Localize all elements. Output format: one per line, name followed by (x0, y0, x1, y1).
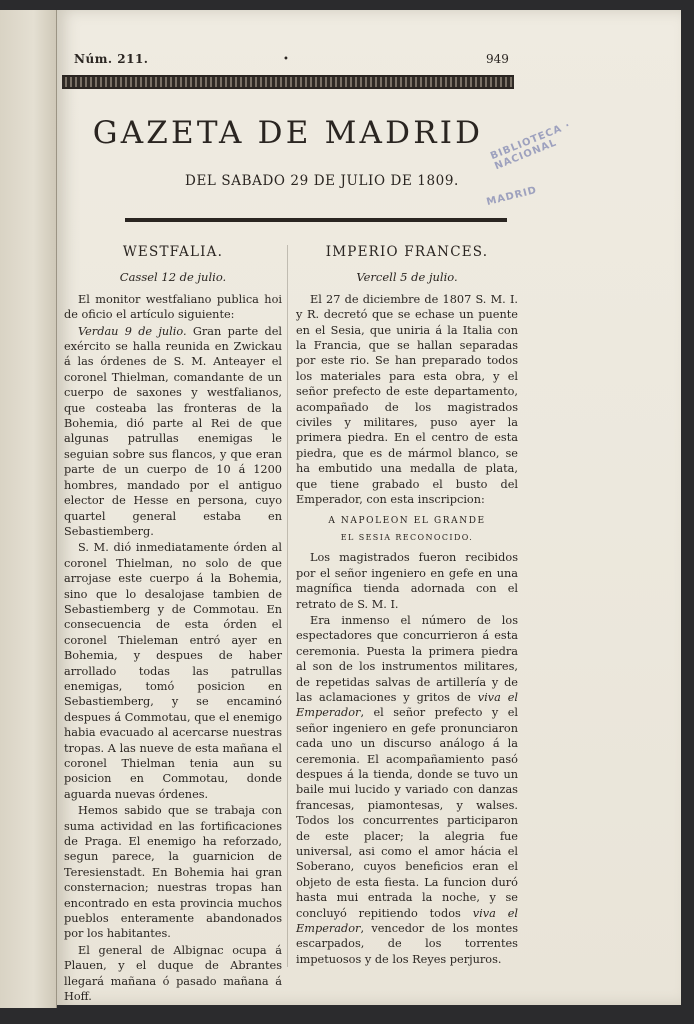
library-stamp (428, 119, 576, 223)
header-dot: • (283, 54, 289, 65)
left-page-edge (0, 10, 57, 1008)
stamp-text-2: MADRID (485, 184, 539, 209)
paragraph-text: Gran parte del exército se halla reunida en Zwickau á las órdenes de S. M. Anteayer el coronel Thielman, comandante de un cuerpo de saxones y westfalianos, que costeaba las fronteras de la Bohemia, dió parte al Rei de que algunas patrullas enemigas le seguian sobre sus flancos, y que eran parte de un cuerpo de 10 á 1200 hombres, mandado por el antiguo elector de Hesse en persona, cuyo quartel general estaba en Sebastiemberg. (64, 324, 282, 538)
paragraph-text: , el señor prefecto y el señor ingeniero en gefe pronunciaron cada uno un discurso análogo á la ceremonia. El acompañamiento pasó despues á la tienda, donde se tuvo un baile mui lucido y variado con danzas francesas, piamontesas, y walses. Todos los concurrentes participaron de este placer; la alegria fue universal, asi como el amor hácia el Soberano, cuyos beneficios eran el objeto de esta fiesta. La funcion duró hasta mui entrada la noche, y se concluyó repitiendo todos (296, 706, 518, 920)
paragraph-text: , vencedor de los montes escarpados, de los torrentes impetuosos y de los Reyes perjuros. (296, 922, 518, 966)
section-heading-westfalia: WESTFALIA. (122, 244, 224, 260)
article-intro: El monitor westfaliano publica hoi de oficio el artículo siguiente: (64, 292, 282, 322)
paragraph-emphasis: viva el Emperador (296, 906, 518, 936)
dateline-cassel: Cassel 12 de julio. (119, 270, 227, 285)
issue-number: Núm. 211. (74, 52, 149, 66)
article-paragraph: Hemos sabido que se trabaja con suma actividad en las fortificaciones de Praga. El enemigo ha reforzado, segun parece, la guarnicion de Teresienstadt. En Bohemia hai gran consternacion; nuestras tropas han encontrado en esta provincia muchos pueblos enteramente abandonados por los habitantes. (64, 804, 282, 941)
article-paragraph: S. M. dió inmediatamente órden al coronel Thielman, no solo de que arrojase este cuerpo á la Bohemia, sino que lo desalojase tambien de Sebastiemberg y de Commotau. En consecuencia de esta órden el coronel Thieleman entró ayer en Bohemia, y despues de haber arrollado todas las patrullas enemigas, tomó posicion en Sebastiemberg, y se encaminó despues á Commotau, que el enemigo habia evacuado al acercarse nuestras tropas. A las nueve de esta mañana el coronel Thielman tenia aun su posicion en Commotau, donde aguarda nuevas órdenes. (64, 541, 282, 801)
left-column (64, 245, 282, 1005)
stamp-text-1: BIBLIOTECA · NACIONAL (489, 119, 573, 173)
article-paragraph: El general de Albignac ocupa á Plauen, y el duque de Abrantes llegará mañana ó pasado mañana á Hoff. (64, 943, 282, 1004)
article-paragraph (296, 613, 518, 967)
article-paragraph (64, 324, 282, 540)
newspaper-title: GAZETA DE MADRID (92, 115, 484, 151)
paragraph-emphasis: viva el Emperador (296, 690, 518, 720)
title-rule (125, 218, 507, 222)
date-line: DEL SABADO 29 DE JULIO DE 1809. (185, 173, 459, 189)
article-paragraph: Los magistrados fueron recibidos por el señor ingeniero en gefe en una magnífica tienda adornada con el retrato de S. M. I. (296, 551, 518, 611)
page-number: 949 (486, 52, 509, 66)
inscription-line-2: EL SESIA RECONOCIDO. (340, 532, 474, 542)
right-column (287, 245, 518, 967)
inscription-line-1: A NAPOLEON EL GRANDE (328, 515, 486, 526)
header-ornament (62, 75, 514, 89)
article-paragraph: El 27 de diciembre de 1807 S. M. I. y R. decretó que se echase un puente en el Sesia, que uniria á la Italia con la Francia, que se hallan separadas por este rio. Se han preparado todos los materiales para esta obra, y el señor prefecto de este departamento, acompañado de los magistrados civiles y militares, puso ayer la primera piedra. En el centro de esta piedra, que es de mármol blanco, se ha embutido una medalla de plata, que tiene grabado el busto del Emperador, con esta inscripcion: (296, 292, 518, 507)
dateline-verdau: Verdau 9 de julio. (78, 324, 187, 338)
section-heading-imperio: IMPERIO FRANCES. (325, 244, 489, 260)
dateline-vercell: Vercell 5 de julio. (356, 270, 458, 285)
paragraph-text: Era inmenso el número de los espectadores que concurrieron á esta ceremonia. Puesta la primera piedra al son de los instrumentos militares, de repetidas salvas de artillería y de las aclamaciones y gritos de (296, 613, 518, 704)
